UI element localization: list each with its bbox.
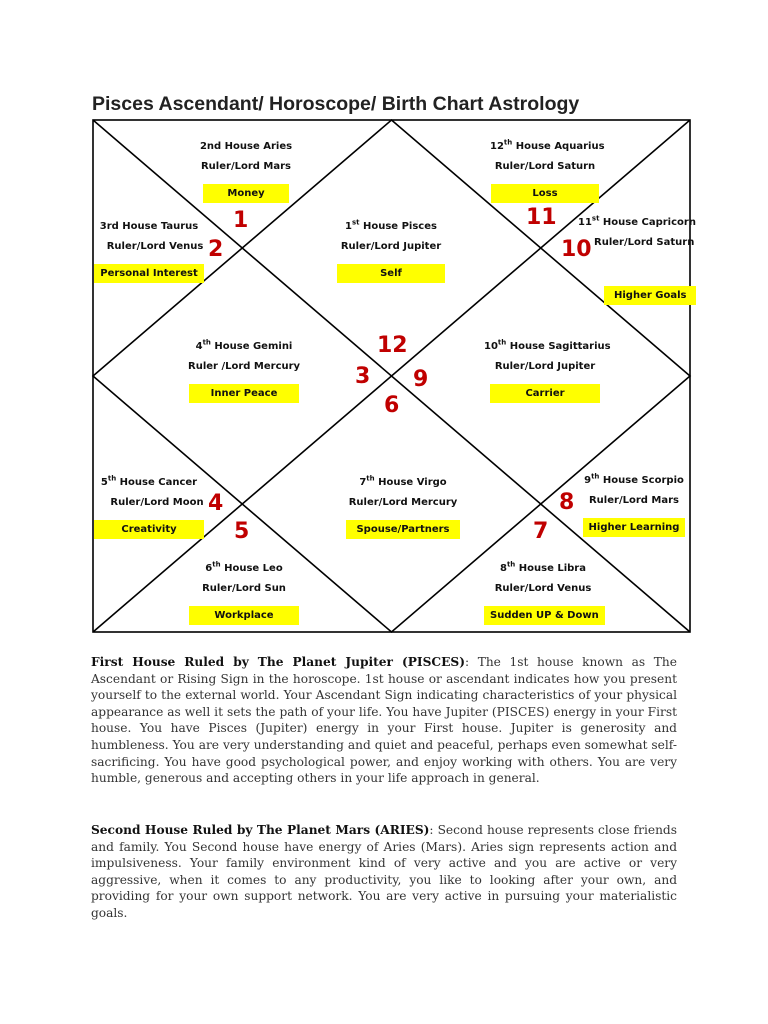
house-number: 12 — [377, 333, 408, 358]
house-3-box — [93, 220, 205, 283]
house-number: 2 — [208, 237, 224, 262]
paragraph-first-house — [91, 654, 677, 787]
house-10-box — [484, 338, 611, 403]
house-3-name: 3rd House Taurus — [99, 221, 199, 232]
house-1-ruler: Ruler/Lord Jupiter — [340, 241, 442, 252]
house-9-name: 9th House Scorpio — [584, 472, 684, 486]
house-12-ruler: Ruler/Lord Saturn — [494, 161, 596, 172]
house-11-box — [578, 214, 696, 256]
house-number: 3 — [355, 364, 371, 389]
house-number: 11 — [526, 205, 557, 230]
house-1-tag: Self — [337, 264, 445, 283]
house-7-box — [345, 476, 461, 539]
house-4-ruler: Ruler /Lord Mercury — [188, 361, 301, 372]
house-10-name: 10th House Sagittarius — [484, 338, 611, 352]
house-5-tag: Creativity — [94, 520, 204, 539]
house-8-name: 8th House Libra — [499, 560, 586, 574]
house-number: 9 — [413, 367, 429, 392]
house-2-name: 2nd House Aries — [199, 141, 293, 152]
house-9-box — [580, 474, 688, 537]
paragraph-heading: Second House Ruled by The Planet Mars (ARIES) — [91, 823, 430, 837]
house-number: 6 — [384, 393, 400, 418]
house-4-name: 4th House Gemini — [195, 338, 293, 352]
house-number: 1 — [233, 208, 249, 233]
house-2-box — [195, 140, 297, 203]
house-8-box — [484, 562, 602, 625]
house-10-ruler: Ruler/Lord Jupiter — [494, 361, 596, 372]
house-7-ruler: Ruler/Lord Mercury — [348, 497, 458, 508]
house-11-name: 11st House Capricorn — [578, 214, 696, 228]
page-title: Pisces Ascendant/ Horoscope/ Birth Chart Astrology — [92, 93, 580, 115]
house-number: 8 — [559, 490, 575, 515]
house-2-ruler: Ruler/Lord Mars — [200, 161, 291, 172]
paragraph-heading: First House Ruled by The Planet Jupiter (PISCES) — [91, 655, 465, 669]
house-number: 5 — [234, 519, 250, 544]
house-number: 4 — [208, 491, 224, 516]
house-6-name: 6th House Leo — [205, 560, 283, 574]
house-number: 7 — [533, 519, 549, 544]
house-5-ruler: Ruler/Lord Moon — [110, 497, 204, 508]
house-6-tag: Workplace — [189, 606, 299, 625]
house-1-name: 1st House Pisces — [345, 218, 437, 232]
house-8-ruler: Ruler/Lord Venus — [494, 583, 592, 594]
house-6-ruler: Ruler/Lord Sun — [202, 583, 286, 594]
house-11-tag: Higher Goals — [604, 282, 696, 305]
paragraph-text: : The 1st house known as The Ascendant or Rising Sign in the horoscope. 1st house or ascendant indicates how you present yourself to the external world. Your Ascendant Sign indicating characteristics of your physical appearance as well it sets the path of your life. You have Jupiter (PISCES) energy in your First house. You have Pisces (Jupiter) energy in your First house. Jupiter is generosity and humbleness. You are very understanding and quiet and peaceful, perhaps even somewhat self-sacrificing. You have good psychological power, and enjoy working with others. You are very humble, generous and accepting others in your life approach in general. — [91, 655, 677, 786]
house-4-box — [188, 340, 300, 403]
house-3-tag: Personal Interest — [94, 264, 204, 283]
house-2-tag: Money — [203, 184, 289, 203]
house-9-ruler: Ruler/Lord Mars — [588, 495, 679, 506]
house-5-name: 5th House Cancer — [100, 474, 198, 488]
house-6-box — [188, 562, 300, 625]
house-12-tag: Loss — [491, 184, 599, 203]
house-1-box — [333, 220, 449, 283]
house-5-box — [93, 476, 205, 539]
house-4-tag: Inner Peace — [189, 384, 299, 403]
house-7-name: 7th House Virgo — [359, 474, 447, 488]
paragraph-second-house — [91, 822, 677, 922]
house-9-tag: Higher Learning — [583, 518, 686, 537]
house-10-tag: Carrier — [490, 384, 600, 403]
house-11-ruler: Ruler/Lord Saturn — [594, 237, 695, 248]
paragraph-text: : Second house represents close friends and family. You Second house have energy of Aries (Mars). Aries sign represents action and impulsiveness. Your family environment kind of very active and you are active or very aggressive, when it comes to any productivity, you like to looking after your own, and providing for your own support network. You are very active in pursuing your materialistic goals. — [91, 823, 677, 920]
house-7-tag: Spouse/Partners — [346, 520, 459, 539]
house-12-name: 12th House Aquarius — [490, 138, 605, 152]
house-3-ruler: Ruler/Lord Venus — [106, 241, 204, 252]
house-number: 10 — [561, 237, 592, 262]
house-12-box — [490, 138, 605, 203]
house-8-tag: Sudden UP & Down — [484, 606, 605, 625]
